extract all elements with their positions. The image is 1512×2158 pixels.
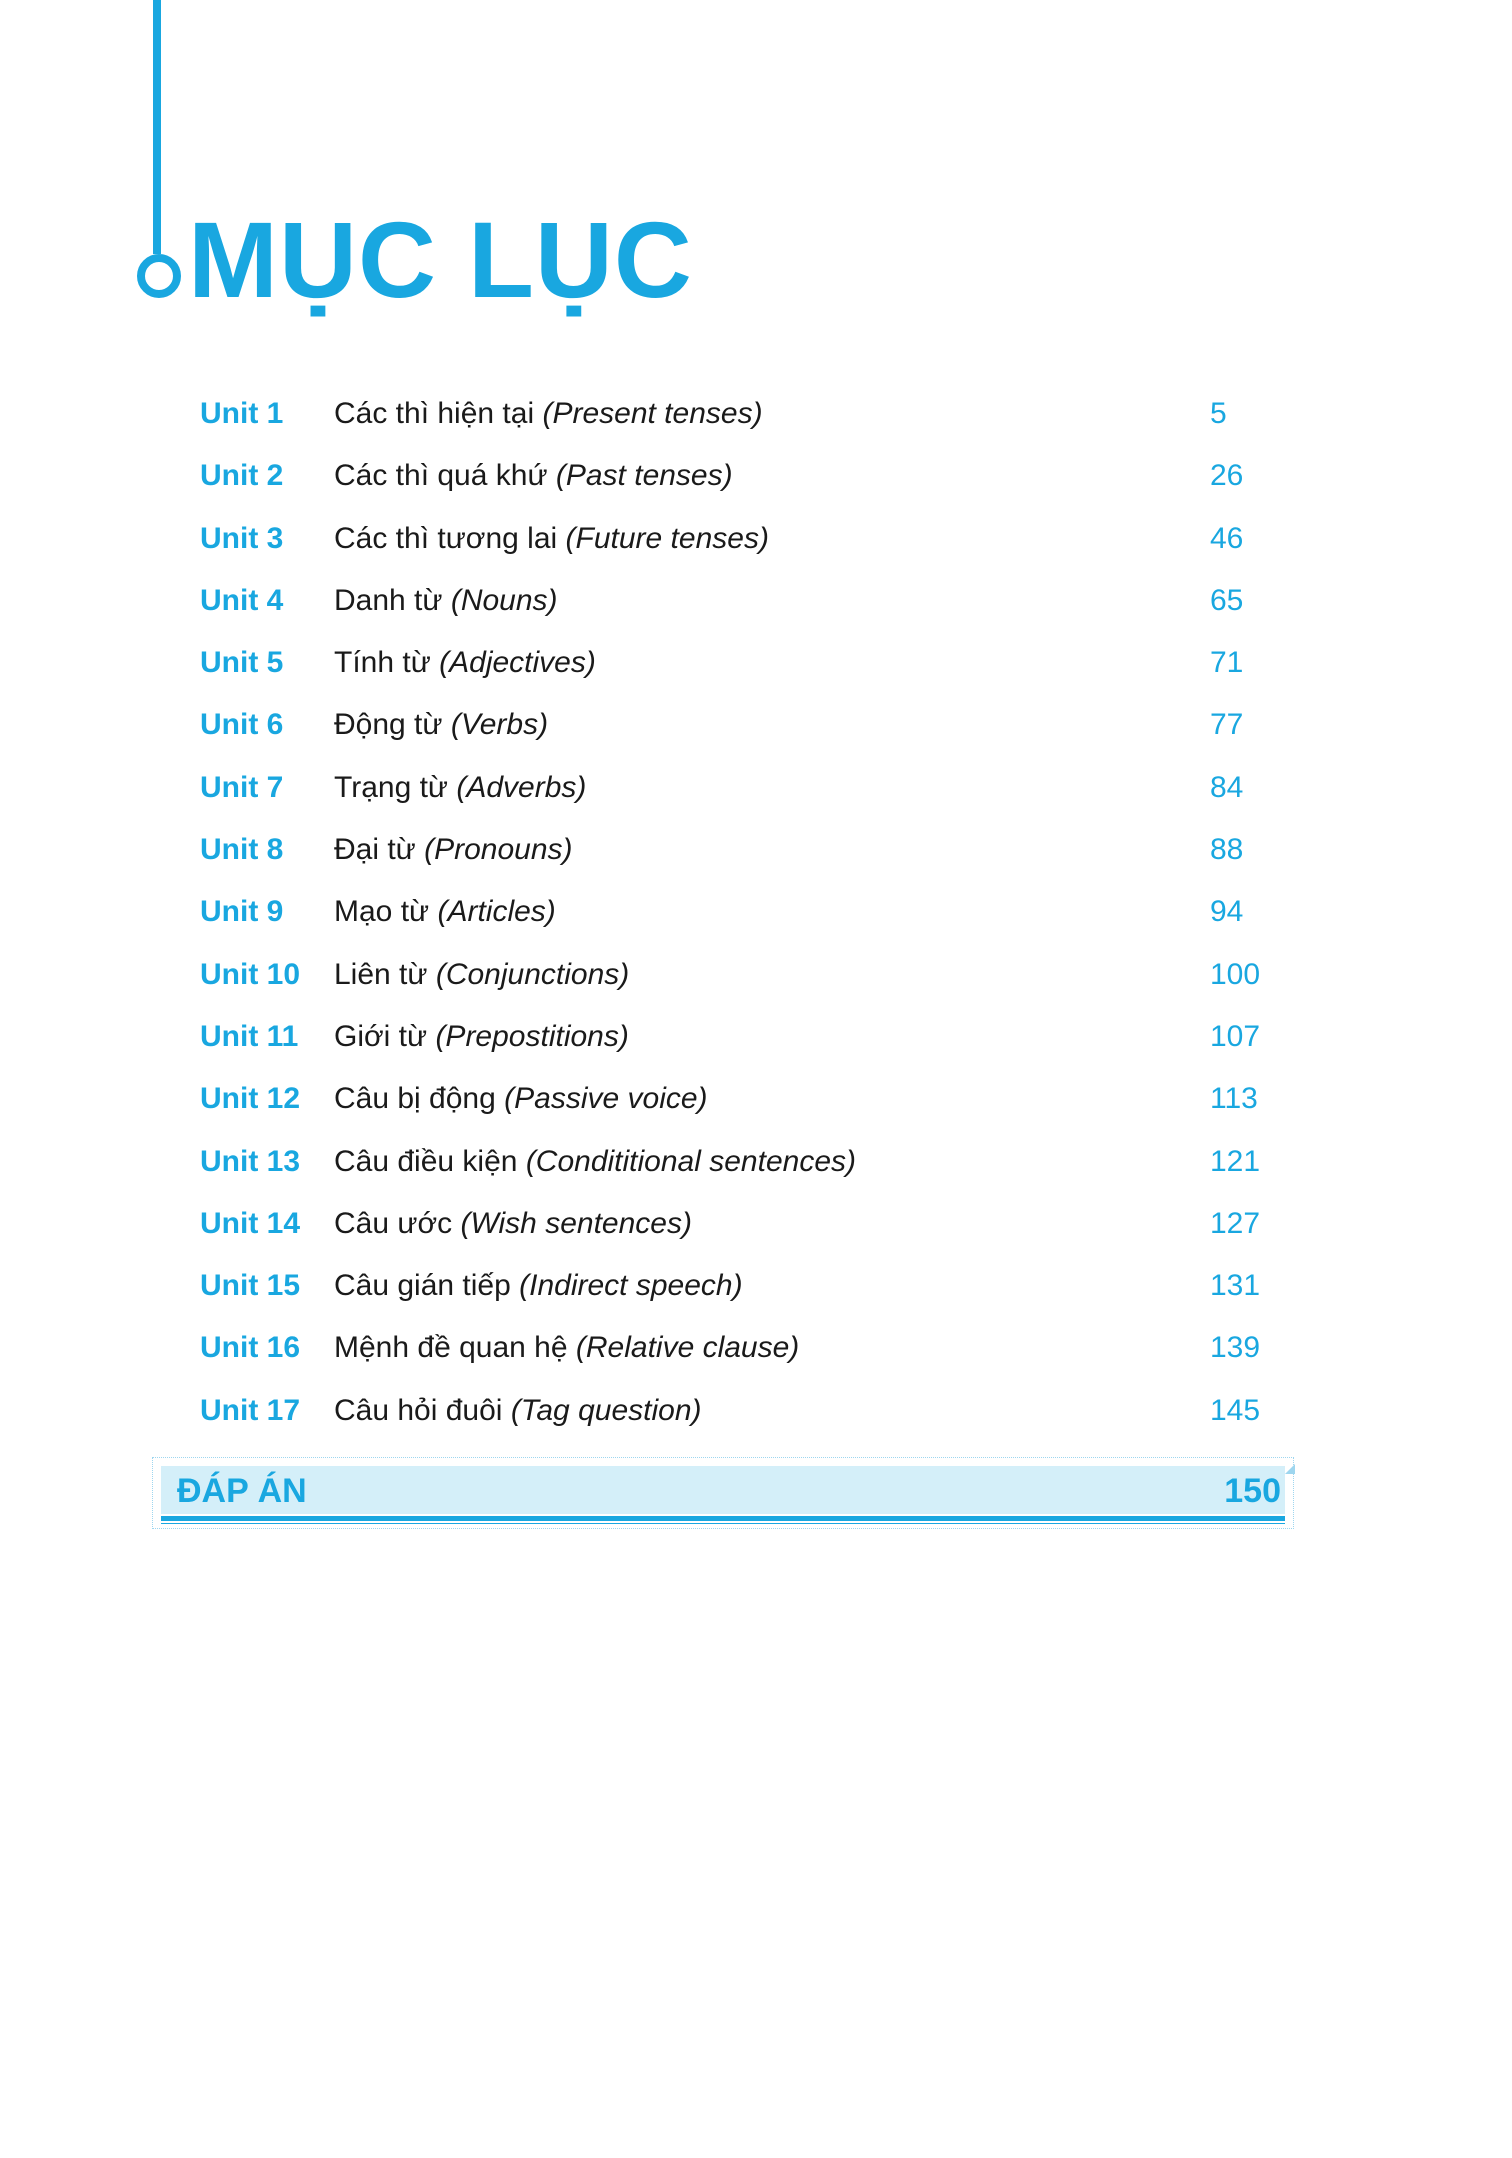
unit-title — [334, 514, 769, 564]
page-number: 5 — [1210, 397, 1227, 430]
unit-label: Unit 8 — [200, 833, 284, 867]
unit-title-en: (Present tenses) — [542, 397, 763, 430]
unit-title-en: (Past tenses) — [555, 459, 733, 493]
unit-title — [334, 763, 586, 813]
page-number: 131 — [1210, 1269, 1261, 1303]
unit-label: Unit 10 — [200, 957, 301, 991]
page-number: 127 — [1210, 1206, 1261, 1240]
toc-row[interactable] — [200, 1074, 1260, 1136]
page-number: 113 — [1210, 1082, 1258, 1116]
unit-title — [334, 1261, 743, 1311]
unit-title-vi: Mạo từ — [334, 895, 430, 929]
page-number: 94 — [1210, 895, 1244, 929]
unit-title-en: (Adjectives) — [439, 646, 596, 680]
answer-key-entry[interactable] — [152, 1457, 1294, 1529]
unit-title-vi: Trạng từ — [334, 770, 449, 804]
toc-row[interactable] — [200, 950, 1260, 1012]
page-number: 77 — [1210, 708, 1244, 742]
answer-key-underline — [161, 1516, 1285, 1521]
toc-row[interactable] — [200, 514, 1260, 576]
toc-row[interactable] — [200, 576, 1260, 638]
unit-title-en: (Passive voice) — [504, 1082, 708, 1116]
unit-title-vi: Động từ — [334, 708, 443, 742]
unit-title — [334, 638, 596, 688]
unit-label: Unit 17 — [200, 1393, 301, 1427]
toc-row[interactable] — [200, 1137, 1260, 1199]
toc-row[interactable] — [200, 1199, 1260, 1261]
page-number: 145 — [1210, 1393, 1261, 1427]
unit-title-en: (Relative clause) — [575, 1331, 800, 1365]
unit-title-en: (Condititional sentences) — [525, 1144, 856, 1178]
unit-label: Unit 16 — [200, 1331, 301, 1365]
unit-title — [334, 825, 573, 875]
unit-title-en: (Adverbs) — [456, 770, 587, 804]
unit-title-vi: Danh từ — [334, 583, 443, 617]
toc-row[interactable] — [200, 1012, 1260, 1074]
unit-title-en: (Verbs) — [450, 708, 549, 742]
unit-title — [334, 389, 763, 439]
unit-title-vi: Câu hỏi đuôi — [334, 1393, 503, 1427]
toc-row[interactable] — [200, 451, 1260, 513]
page-number: 139 — [1210, 1331, 1261, 1365]
unit-title-vi: Mệnh đề quan hệ — [334, 1331, 568, 1365]
unit-title — [334, 1012, 629, 1062]
unit-title-vi: Giới từ — [334, 1019, 428, 1053]
unit-label: Unit 6 — [200, 708, 284, 742]
unit-label: Unit 15 — [200, 1269, 301, 1303]
unit-title-en: (Articles) — [437, 895, 556, 929]
unit-label: Unit 1 — [200, 397, 284, 430]
unit-label: Unit 12 — [200, 1082, 301, 1116]
toc-row[interactable] — [200, 1386, 1260, 1448]
unit-title — [334, 451, 733, 501]
unit-label: Unit 5 — [200, 646, 284, 680]
unit-title-en: (Indirect speech) — [519, 1269, 743, 1303]
toc-row[interactable] — [200, 700, 1260, 762]
page-number: 71 — [1210, 646, 1244, 680]
unit-title-vi: Các thì quá khứ — [334, 459, 548, 493]
page-number: 46 — [1210, 521, 1244, 555]
unit-title-en: (Conjunctions) — [435, 957, 630, 991]
unit-title-en: (Future tenses) — [565, 521, 769, 555]
unit-label: Unit 13 — [200, 1144, 301, 1178]
unit-label: Unit 4 — [200, 583, 284, 617]
page-number: 121 — [1210, 1144, 1261, 1178]
unit-title-vi: Câu bị động — [334, 1082, 496, 1116]
unit-title-en: (Pronouns) — [424, 833, 573, 867]
page-title: MỤC LỤC — [188, 199, 693, 320]
unit-title-vi: Liên từ — [334, 957, 428, 991]
decorative-vertical-line — [153, 0, 161, 254]
folded-corner-decoration — [1285, 1464, 1295, 1474]
unit-label: Unit 2 — [200, 459, 284, 493]
unit-label: Unit 11 — [200, 1019, 299, 1053]
unit-label: Unit 9 — [200, 895, 284, 929]
toc-row[interactable] — [200, 389, 1260, 451]
answer-key-background — [161, 1466, 1285, 1514]
table-of-contents — [200, 389, 1260, 1448]
toc-row[interactable] — [200, 887, 1260, 949]
unit-title — [334, 576, 558, 626]
toc-row[interactable] — [200, 825, 1260, 887]
toc-row[interactable] — [200, 1261, 1260, 1323]
unit-title-vi: Đại từ — [334, 833, 416, 867]
unit-title-en: (Tag question) — [510, 1393, 702, 1427]
page-number: 84 — [1210, 770, 1244, 804]
unit-label: Unit 3 — [200, 521, 284, 555]
answer-key-page-number: 150 — [1224, 1472, 1281, 1510]
page-number: 100 — [1210, 957, 1261, 991]
unit-title — [334, 1199, 692, 1249]
unit-title — [334, 887, 556, 937]
unit-title-vi: Các thì hiện tại — [334, 397, 535, 430]
toc-row[interactable] — [200, 1323, 1260, 1385]
unit-title-vi: Câu ước — [334, 1206, 453, 1240]
page-number: 107 — [1210, 1019, 1261, 1053]
unit-title — [334, 1323, 799, 1373]
toc-row[interactable] — [200, 638, 1260, 700]
decorative-circle-icon — [137, 254, 181, 298]
unit-title-en: (Wish sentences) — [460, 1206, 692, 1240]
unit-title — [334, 1137, 856, 1187]
answer-key-underline-thin — [161, 1523, 1285, 1524]
toc-row[interactable] — [200, 763, 1260, 825]
unit-title-vi: Câu gián tiếp — [334, 1269, 511, 1303]
unit-title-vi: Các thì tương lai — [334, 521, 558, 555]
page-number: 26 — [1210, 459, 1244, 493]
unit-label: Unit 7 — [200, 770, 284, 804]
page-number: 88 — [1210, 833, 1244, 867]
unit-title-vi: Câu điều kiện — [334, 1144, 518, 1178]
unit-title-vi: Tính từ — [334, 646, 431, 680]
unit-title — [334, 700, 548, 750]
unit-title — [334, 950, 629, 1000]
unit-title — [334, 1386, 702, 1436]
unit-title-en: (Prepostitions) — [435, 1019, 629, 1053]
unit-label: Unit 14 — [200, 1206, 301, 1240]
unit-title — [334, 1074, 708, 1124]
page-number: 65 — [1210, 583, 1244, 617]
answer-key-label: ĐÁP ÁN — [177, 1472, 307, 1510]
unit-title-en: (Nouns) — [450, 583, 558, 617]
